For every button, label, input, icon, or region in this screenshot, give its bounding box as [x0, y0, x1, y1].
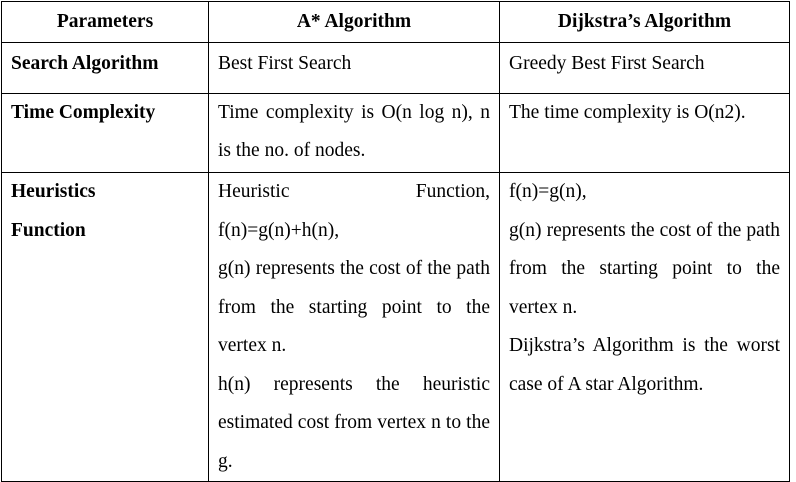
cell-dijkstra-heuristics: [500, 173, 790, 482]
table-row: [2, 173, 790, 482]
label-line-2: Function: [11, 219, 86, 241]
comparison-table: [1, 1, 790, 482]
a-star-heuristic-line-1: Heuristic Function,: [218, 181, 490, 202]
table-row: [2, 43, 790, 94]
cell-a-star-search: Best First Search: [209, 43, 500, 94]
row-label-search-algorithm: Search Algorithm: [2, 43, 209, 94]
dijkstra-heuristic-line-3: Dijkstra’s Algorithm is the worst case of A star Algorithm.: [509, 335, 780, 395]
row-label-heuristics-function: [2, 173, 209, 482]
cell-dijkstra-complexity: The time complexity is O(n2).: [500, 94, 790, 173]
row-label-time-complexity: Time Complexity: [2, 94, 209, 173]
cell-dijkstra-search: Greedy Best First Search: [500, 43, 790, 94]
a-star-heuristic-line-2: f(n)=g(n)+h(n),: [218, 219, 340, 241]
a-star-heuristic-line-4: h(n) represents the heuristic estimated cost from vertex n to the g.: [218, 373, 490, 472]
dijkstra-heuristic-line-1: f(n)=g(n),: [509, 181, 587, 202]
header-a-star: A* Algorithm: [209, 2, 500, 43]
header-parameters: Parameters: [2, 2, 209, 43]
header-dijkstra: Dijkstra’s Algorithm: [500, 2, 790, 43]
table-header-row: [2, 2, 790, 43]
cell-a-star-heuristics: [209, 173, 500, 482]
table-row: [2, 94, 790, 173]
dijkstra-heuristic-line-2: g(n) represents the cost of the path from the starting point to the vertex n.: [509, 219, 780, 318]
label-line-1: Heuristics: [11, 181, 96, 202]
cell-a-star-complexity: Time complexity is O(n log n), n is the no. of nodes.: [209, 94, 500, 173]
a-star-heuristic-line-3: g(n) represents the cost of the path from the starting point to the vertex n.: [218, 258, 490, 356]
